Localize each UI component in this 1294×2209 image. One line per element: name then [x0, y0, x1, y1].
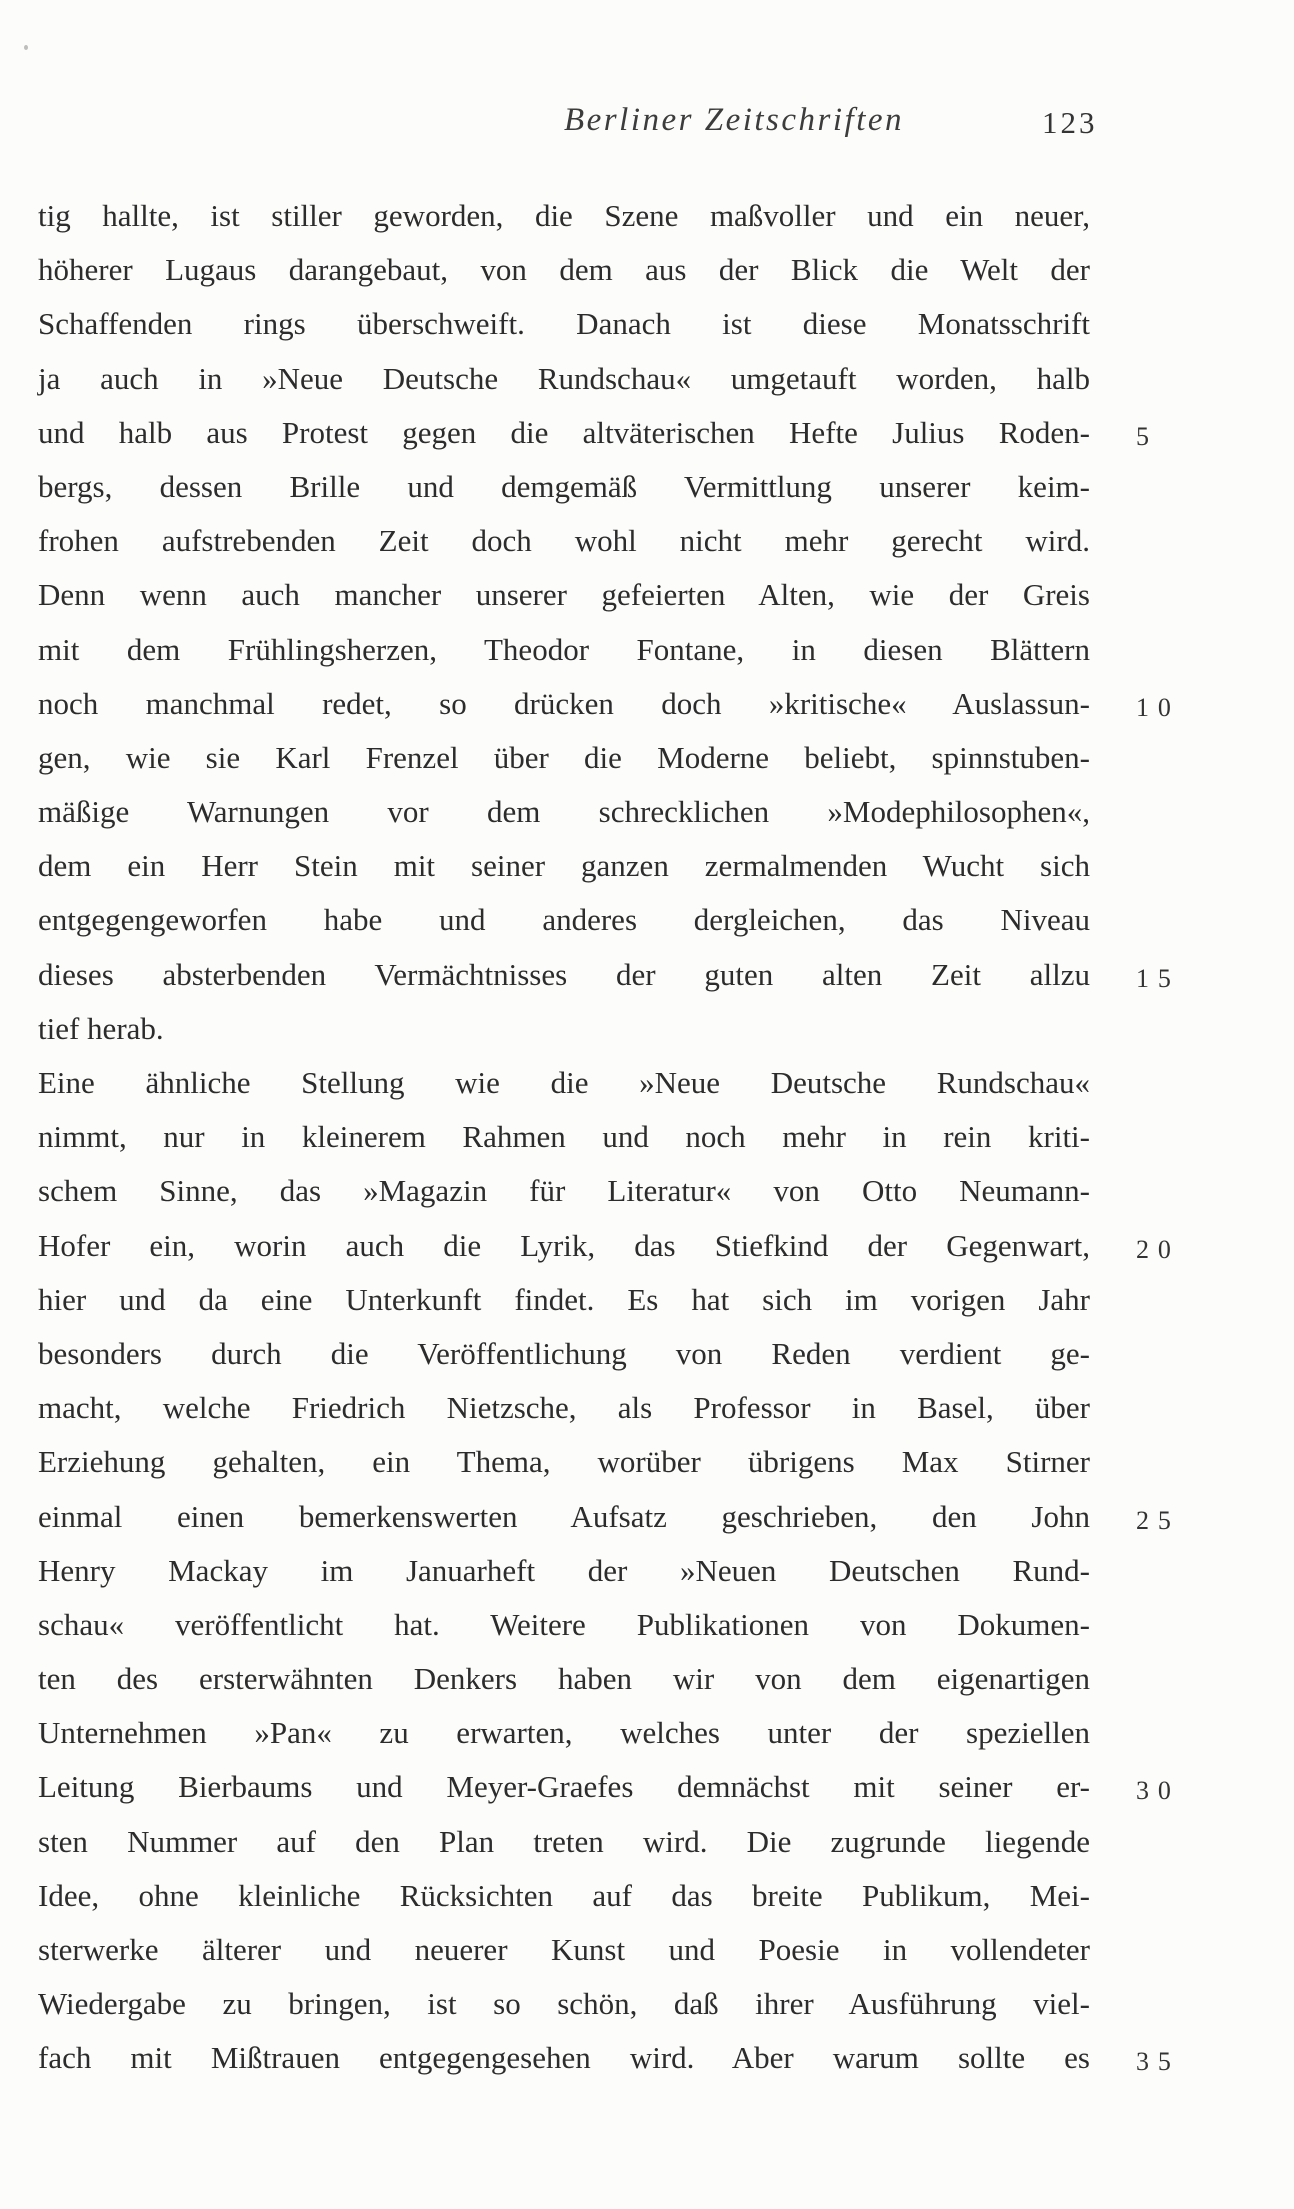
text-line-content: Idee, ohne kleinliche Rücksichten auf das breite Publikum, Mei-: [38, 1877, 1090, 1913]
text-line-content: hier und da eine Unterkunft findet. Es hat sich im vorigen Jahr: [38, 1281, 1090, 1317]
text-line: [38, 1164, 1090, 1218]
text-line: [38, 2031, 1180, 2085]
text-line: [38, 1598, 1090, 1652]
text-line: [38, 568, 1090, 622]
text-line: [38, 948, 1180, 1002]
text-line-content: noch manchmal redet, so drücken doch »kritische« Auslassun-: [38, 685, 1090, 721]
text-line: [38, 785, 1090, 839]
text-line: [38, 189, 1090, 243]
text-line: [38, 623, 1090, 677]
text-line: [38, 352, 1090, 406]
text-line-content: bergs, dessen Brille und demgemäß Vermittlung unserer keim-: [38, 468, 1090, 504]
text-line: [38, 1273, 1090, 1327]
text-line-content: gen, wie sie Karl Frenzel über die Moderne beliebt, spinnstuben-: [38, 739, 1090, 775]
text-line-content: entgegengeworfen habe und anderes dergleichen, das Niveau: [38, 902, 1090, 938]
text-line-content: tief herab.: [38, 1010, 164, 1046]
text-line: [38, 1706, 1090, 1760]
text-line-content: sterwerke älterer und neuerer Kunst und Poesie in vollendeter: [38, 1932, 1090, 1967]
text-line: [38, 1977, 1090, 2031]
text-line: [38, 1652, 1090, 1706]
text-line-content: Erziehung gehalten, ein Thema, worüber übrigens Max Stirner: [38, 1444, 1090, 1480]
line-number-marker: 10: [1136, 692, 1180, 722]
text-line: [38, 1544, 1090, 1598]
running-header: [0, 0, 1294, 150]
text-line: [38, 1219, 1180, 1273]
line-number-marker: 5: [1136, 421, 1158, 451]
text-line-content: besonders durch die Veröffentlichung von Reden verdient ge-: [38, 1335, 1090, 1371]
page-header-title: Berliner Zeitschriften: [564, 102, 905, 138]
line-number-marker: 30: [1136, 1776, 1180, 1806]
text-line-content: Schaffenden rings überschweift. Danach ist diese Monatsschrift: [38, 306, 1090, 342]
text-line: [38, 1435, 1090, 1489]
body-text: [38, 189, 1180, 2086]
text-line-content: Wiedergabe zu bringen, ist so schön, daß ihrer Ausführung viel-: [38, 1986, 1090, 2022]
text-line-content: Hofer ein, worin auch die Lyrik, das Stiefkind der Gegenwart,: [38, 1227, 1090, 1263]
line-number-marker: 35: [1136, 2047, 1180, 2077]
text-line: [38, 1869, 1090, 1923]
text-line-content: frohen aufstrebenden Zeit doch wohl nicht mehr gerecht wird.: [38, 523, 1090, 559]
text-line-content: nimmt, nur in kleinerem Rahmen und noch mehr in rein kriti-: [38, 1119, 1090, 1155]
page-number: 123: [1042, 105, 1098, 140]
text-line: [38, 406, 1158, 460]
text-line: [38, 1760, 1180, 1814]
text-line: [38, 514, 1090, 568]
text-line-content: mäßige Warnungen vor dem schrecklichen »Modephilosophen«,: [38, 794, 1090, 830]
text-line-content: macht, welche Friedrich Nietzsche, als Professor in Basel, über: [38, 1390, 1090, 1426]
text-line: [38, 1056, 1090, 1110]
text-line-content: Henry Mackay im Januarheft der »Neuen Deutschen Rund-: [38, 1552, 1090, 1588]
text-line: [38, 1327, 1090, 1381]
text-line: [38, 1002, 1090, 1056]
text-line: [38, 297, 1090, 351]
text-line-content: fach mit Mißtrauen entgegengesehen wird. Aber warum sollte es: [38, 2040, 1090, 2076]
text-line: [38, 1490, 1180, 1544]
text-line-content: tig hallte, ist stiller geworden, die Szene maßvoller und ein neuer,: [38, 198, 1090, 233]
text-line: [38, 1923, 1090, 1977]
text-line: [38, 243, 1090, 297]
text-line-content: sten Nummer auf den Plan treten wird. Die zugrunde liegende: [38, 1823, 1090, 1859]
text-line-content: dieses absterbenden Vermächtnisses der guten alten Zeit allzu: [38, 956, 1090, 992]
text-line: [38, 677, 1180, 731]
text-line-content: Denn wenn auch mancher unserer gefeierten Alten, wie der Greis: [38, 577, 1090, 613]
line-number-marker: 20: [1136, 1234, 1180, 1264]
text-line: [38, 1110, 1090, 1164]
text-line: [38, 731, 1090, 785]
text-line-content: ja auch in »Neue Deutsche Rundschau« umgetauft worden, halb: [38, 360, 1090, 396]
text-line-content: schau« veröffentlicht hat. Weitere Publikationen von Dokumen-: [38, 1606, 1090, 1642]
text-line-content: mit dem Frühlingsherzen, Theodor Fontane, in diesen Blättern: [38, 631, 1090, 667]
text-line: [38, 1815, 1090, 1869]
text-line-content: Eine ähnliche Stellung wie die »Neue Deutsche Rundschau«: [38, 1065, 1090, 1100]
text-line-content: dem ein Herr Stein mit seiner ganzen zermalmenden Wucht sich: [38, 848, 1090, 884]
text-line: [38, 1381, 1090, 1435]
text-line-content: höherer Lugaus darangebaut, von dem aus der Blick die Welt der: [38, 252, 1090, 288]
text-line: [38, 893, 1090, 947]
text-line: [38, 460, 1090, 514]
text-line-content: ten des ersterwähnten Denkers haben wir von dem eigenartigen: [38, 1661, 1090, 1697]
line-number-marker: 25: [1136, 1505, 1180, 1535]
text-line-content: und halb aus Protest gegen die altväterischen Hefte Julius Roden-: [38, 414, 1090, 450]
line-number-marker: 15: [1136, 963, 1180, 993]
text-line-content: Leitung Bierbaums und Meyer-Graefes demnächst mit seiner er-: [38, 1769, 1090, 1805]
text-line-content: Unternehmen »Pan« zu erwarten, welches unter der speziellen: [38, 1715, 1090, 1751]
text-line-content: einmal einen bemerkenswerten Aufsatz geschrieben, den John: [38, 1498, 1090, 1534]
text-line: [38, 839, 1090, 893]
text-line-content: schem Sinne, das »Magazin für Literatur« von Otto Neumann-: [38, 1173, 1090, 1209]
